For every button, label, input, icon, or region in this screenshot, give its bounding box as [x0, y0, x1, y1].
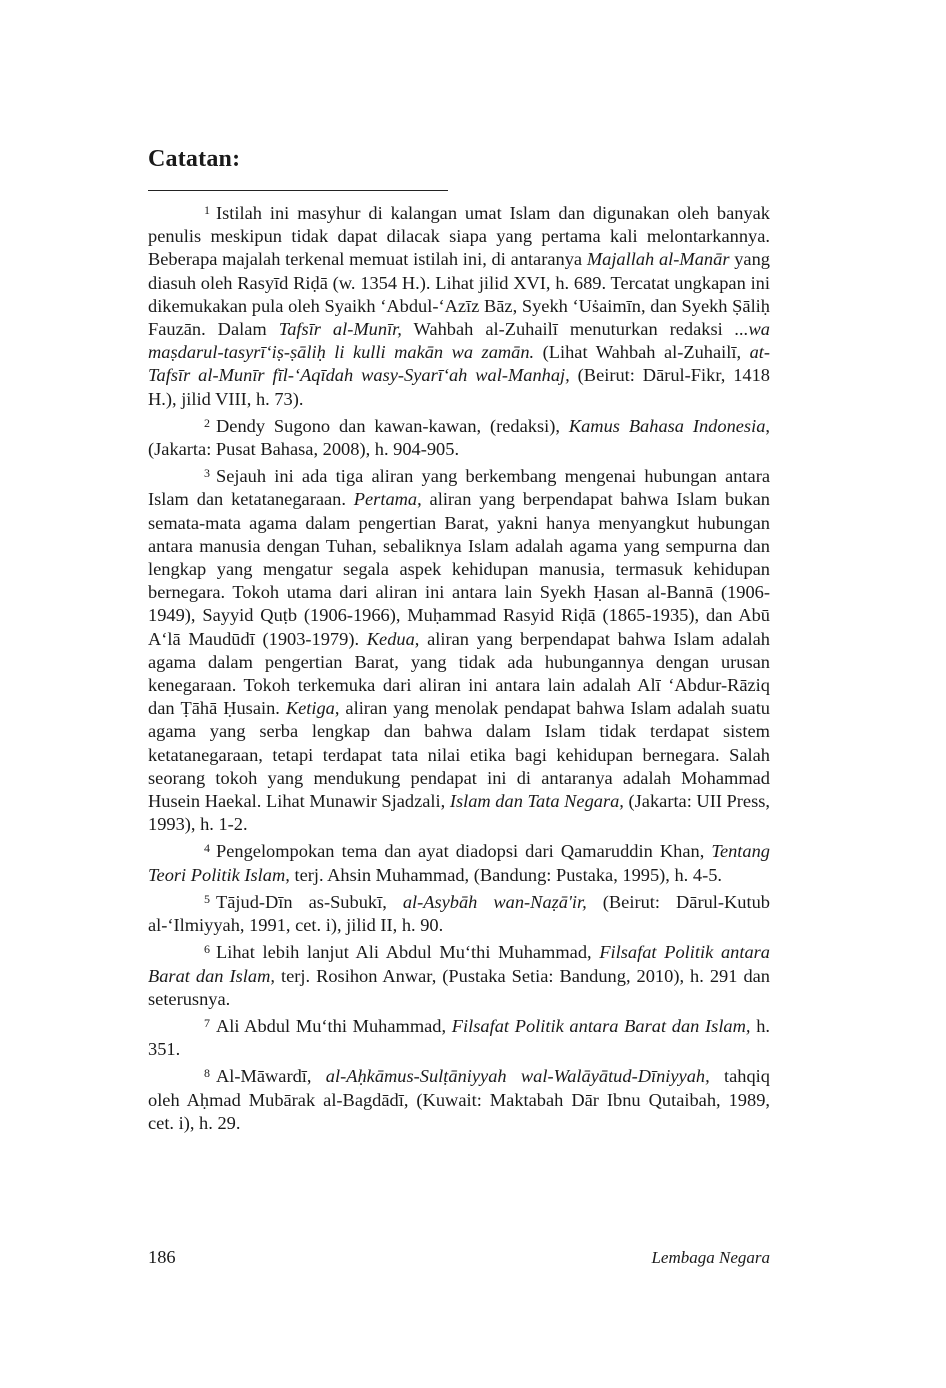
footnote-text: Lihat lebih lanjut Ali Abdul Mu‘thi Muhammad,: [216, 942, 600, 963]
footnote-text: , aliran yang berpendapat bahwa Islam adalah agama dalam pengertian Barat, yang tidak ada hubungannya dengan urusan kenegaraan. Tokoh terkemuka dari aliran ini antara lain adalah Alī ‘Abdur-Rāziq dan Ṭāhā Ḥusain.: [148, 628, 770, 719]
footnote-text: (Beirut: Dārul-Kutub al-‘Ilmiyyah, 1991, cet. i), jilid II, h. 90.: [148, 891, 770, 936]
footnote-number: 1: [204, 203, 210, 217]
footnote-7: [148, 1015, 770, 1061]
footnote-text: yang diasuh oleh Rasyīd Riḍā (w. 1354 H.). Lihat jilid XVI, h. 689. Tercatat ungkapan ini dikemukakan pula oleh Syaikh ‘Abdul-‘Azīz Bāz, Syekh ‘Uṡaimīn, dan Syekh Ṣāliḥ Fauzān. Dalam: [148, 249, 770, 340]
footnote-text: Dendy Sugono dan kawan-kawan, (redaksi),: [216, 415, 569, 436]
footnote-italic-text: al-Asybāh wan-Naẓā'ir,: [402, 891, 587, 912]
footnote-number: 5: [204, 891, 210, 906]
footnotes-list: [148, 202, 770, 1137]
footnote-italic-text: Kamus Bahasa Indonesia: [568, 415, 766, 436]
footnote-text: Ali Abdul Mu‘thi Muhammad,: [216, 1015, 452, 1036]
footnote-number: 6: [204, 942, 210, 957]
footnote-3: [148, 465, 770, 836]
footnote-text: terj. Rosihon Anwar, (Pustaka Setia: Bandung, 2010), h. 291 dan seterusnya.: [148, 965, 770, 1009]
footnote-italic-text: Majallah al-Manār: [586, 249, 730, 270]
footnote-text: Pengelompokan tema dan ayat diadopsi dari Qamaruddin Khan,: [216, 841, 712, 862]
footnote-italic-text: Islam dan Tata Negara,: [449, 791, 624, 812]
footnote-number: 8: [204, 1066, 210, 1081]
footnote-text: (Lihat Wahbah al-Zuhailī,: [534, 342, 750, 363]
footnote-italic-text: ...wa maṣdarul-tasyrī‘iṣ-ṣāliḥ li kulli makān wa zamān.: [148, 319, 770, 363]
footnote-italic-text: Pertama: [353, 489, 418, 510]
footnote-text: , aliran yang berpendapat bahwa Islam bukan semata-mata agama dalam pengertian Barat, yakni hanya menyangkut hubungan antara manusia dengan Tuhan, sebaliknya Islam adalah agama yang sempurna dan lengkap yang mengatur segala aspek kehidupan manusia, termasuk kehidupan bernegara. Tokoh utama dari aliran ini antara lain Syekh Ḥasan al-Bannā (1906-1949), Sayyid Quṭb (1906-1966), Muḥammad Rasyid Riḍā (1865-1935), dan Abū A‘lā Maudūdī (1903-1979).: [148, 489, 770, 649]
footnote-1: [148, 202, 770, 411]
footnote-text: , (Jakarta: Pusat Bahasa, 2008), h. 904-905.: [148, 415, 770, 460]
footnote-text: Tājud-Dīn as-Subukī,: [216, 891, 403, 912]
footnote-8: [148, 1065, 770, 1135]
footnote-text: Wahbah al-Zuhailī menuturkan redaksi: [401, 319, 735, 340]
footnote-text: terj. Ahsin Muhammad, (Bandung: Pustaka, 1995), h. 4-5.: [289, 864, 722, 885]
footnote-text: (Beirut: Dārul-Fikr, 1418 H.), jilid VIII, h. 73).: [148, 365, 770, 409]
footnote-5: [148, 891, 770, 937]
footnote-text: Istilah ini masyhur di kalangan umat Islam dan digunakan oleh banyak penulis meskipun tidak dapat dilacak siapa yang pertama kali melontarkannya. Beberapa majalah terkenal memuat istilah ini, di antaranya: [148, 203, 770, 270]
footnote-italic-text: Filsafat Politik antara Barat dan Islam,: [451, 1015, 751, 1036]
footnote-italic-text: al-Aḥkāmus-Sulṭāniyyah wal-Walāyātud-Dīniyyah,: [325, 1066, 710, 1087]
footnote-text: Al-Māwardī,: [216, 1066, 326, 1087]
footnote-separator-rule: [148, 190, 448, 191]
footnote-text: h. 351.: [148, 1015, 770, 1060]
footnote-number: 4: [204, 841, 210, 856]
footnote-number: 3: [204, 466, 210, 481]
footnote-italic-text: Ketiga: [285, 698, 335, 719]
footnote-italic-text: at-Tafsīr al-Munīr fīl-‘Aqīdah wasy-Syarī‘ah wal-Manhaj,: [148, 342, 770, 386]
footnote-4: [148, 840, 770, 886]
footnote-italic-text: Kedua: [366, 628, 415, 649]
footnote-text: , aliran yang menolak pendapat bahwa Islam adalah suatu agama yang serba lengkap dan bahwa dalam Islam tidak terdapat sistem ketatanegaraan, tetapi terdapat tata nilai etika bagi kehidupan bernegara. Salah seorang tokoh yang mendukung pendapat ini di antaranya adalah Mohammad Husein Haekal. Lihat Munawir Sjadzali,: [148, 698, 770, 812]
footnote-2: [148, 415, 770, 461]
footnote-italic-text: Filsafat Politik antara Barat dan Islam,: [148, 942, 770, 986]
footnote-text: (Jakarta: UII Press, 1993), h. 1-2.: [148, 791, 770, 835]
page-number: 186: [148, 1247, 176, 1267]
footnote-italic-text: Tentang Teori Politik Islam,: [148, 841, 770, 885]
footnote-text: Sejauh ini ada tiga aliran yang berkembang mengenai hubungan antara Islam dan ketatanegaraan.: [148, 466, 770, 510]
footnote-italic-text: Tafsīr al-Munīr,: [278, 319, 402, 340]
footnote-number: 2: [204, 415, 210, 430]
footnote-number: 7: [204, 1015, 210, 1030]
page-heading: Catatan:: [148, 146, 241, 172]
footnote-6: [148, 941, 770, 1011]
running-title: Lembaga Negara: [651, 1248, 770, 1267]
footnote-text: tahqiq oleh Aḥmad Mubārak al-Bagdādī, (Kuwait: Maktabah Dār Ibnu Qutaibah, 1989, cet. i), h. 29.: [148, 1066, 770, 1133]
